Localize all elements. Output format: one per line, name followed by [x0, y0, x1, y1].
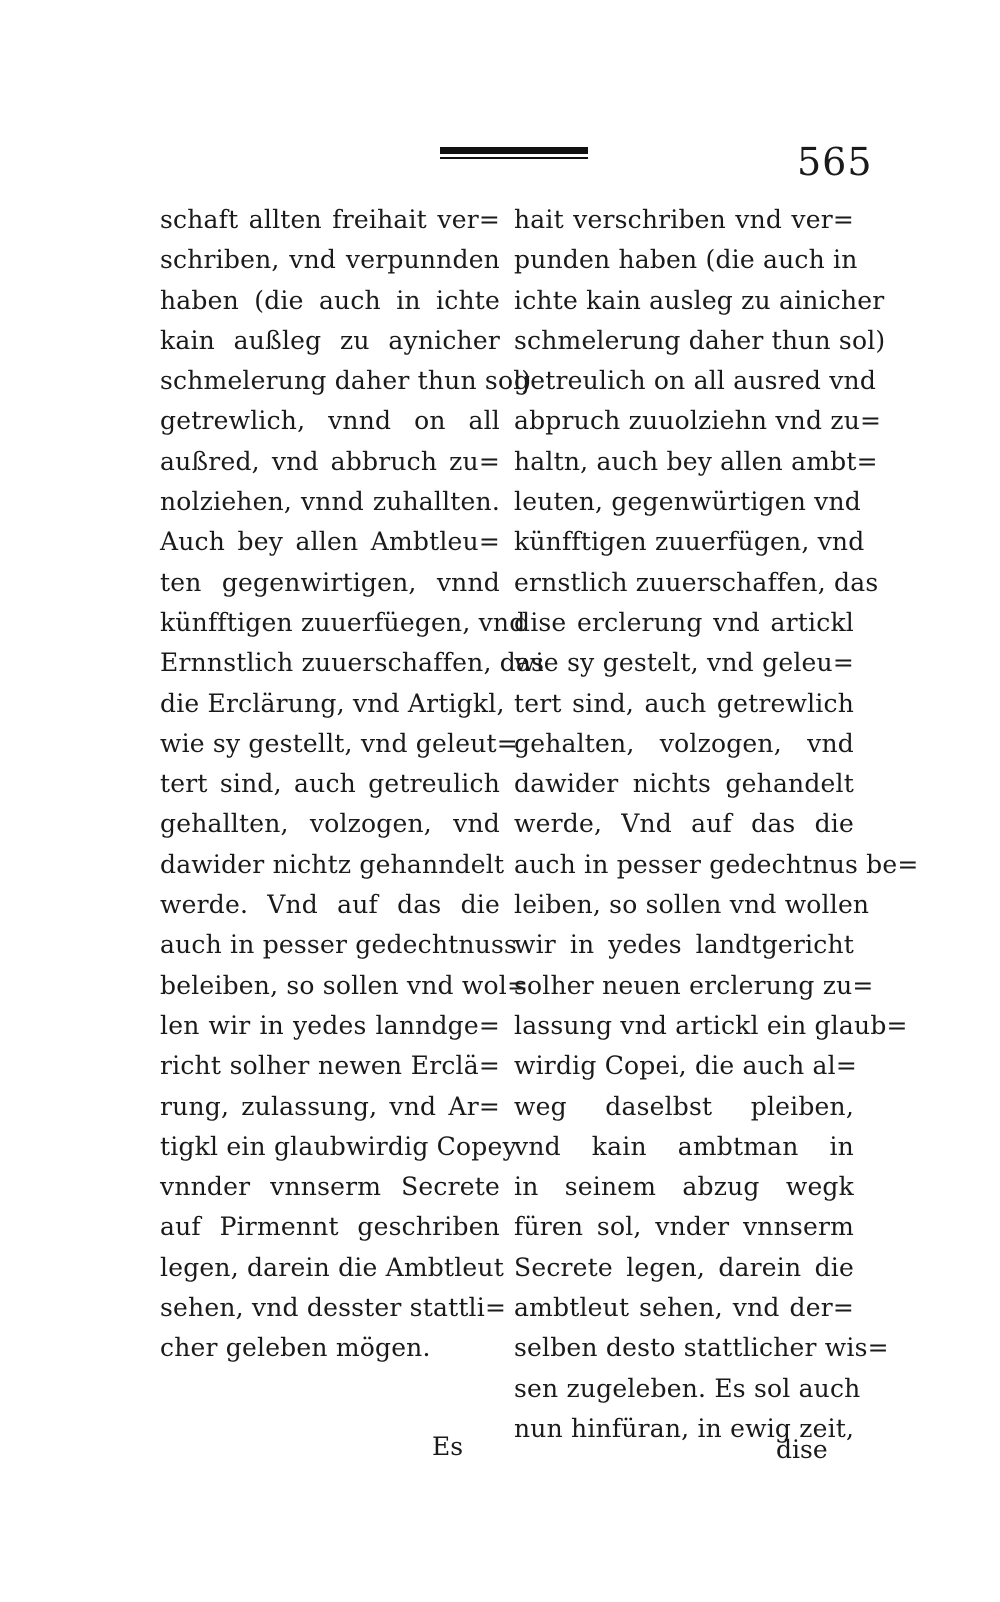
text-line: Ernnstlich zuuerschaffen, das [160, 648, 545, 678]
text-line: gehallten, volzogen, vnd [160, 809, 500, 839]
header-rule-thin [440, 157, 588, 159]
text-line: sen zugeleben. Es sol auch [514, 1373, 861, 1403]
right-column [514, 200, 919, 1449]
header-rule [440, 147, 588, 161]
text-line: nun hinfüran, in ewig zeit, [514, 1413, 855, 1443]
text-line: in seinem abzug wegk [514, 1172, 854, 1202]
text-line: sehen, vnd desster stattli= [160, 1293, 507, 1323]
text-line: weg daselbst pleiben, [514, 1091, 854, 1121]
text-line: vnnder vnnserm Secrete [160, 1172, 500, 1202]
text-line: werde, Vnd auf das die [514, 809, 854, 839]
text-line: len wir in yedes lanndge= [160, 1010, 500, 1040]
text-line: schmelerung daher thun sol) [514, 325, 886, 355]
left-column [160, 200, 545, 1369]
text-line: wie sy gestellt, vnd geleut= [160, 728, 518, 758]
text-line: tert sind, auch getrewlich [514, 688, 854, 718]
text-line: legen, darein die Ambtleut [160, 1252, 504, 1282]
text-line: punden haben (die auch in [514, 245, 858, 275]
text-line: richt solher newen Erclä= [160, 1051, 500, 1081]
text-line: lassung vnd artickl ein glaub= [514, 1010, 908, 1040]
text-line: beleiben, so sollen vnd wol= [160, 970, 529, 1000]
text-line: leiben, so sollen vnd wollen [514, 890, 870, 920]
text-line: schaft allten freihait ver= [160, 205, 500, 234]
text-line: Secrete legen, darein die [514, 1252, 854, 1282]
text-line: dawider nichts gehandelt [514, 769, 854, 799]
text-line: werde. Vnd auf das die [160, 890, 500, 920]
text-line: ichte kain ausleg zu ainicher [514, 285, 885, 315]
text-line: tigkl ein glaubwirdig Copey [160, 1131, 517, 1161]
text-line: wir in yedes landtgericht [514, 930, 854, 960]
text-line: cher geleben mögen. [160, 1333, 431, 1363]
text-line: ambtleut sehen, vnd der= [514, 1293, 854, 1323]
catchword-right: dise [776, 1435, 828, 1464]
text-line: dawider nichtz gehanndelt [160, 849, 505, 879]
page-number: 565 [797, 140, 873, 184]
text-line: auf Pirmennt geschriben [160, 1212, 500, 1242]
text-line: abpruch zuuolziehn vnd zu= [514, 406, 882, 436]
text-line: nolziehen, vnnd zuhallten. [160, 487, 500, 517]
text-line: kain außleg zu aynicher [160, 325, 500, 355]
text-line: hait verschriben vnd ver= [514, 205, 854, 234]
text-line: haben (die auch in ichte [160, 285, 500, 315]
text-line: künfftigen zuuerfüegen, vnd [160, 607, 526, 637]
text-line: leuten, gegenwürtigen vnd [514, 487, 861, 517]
text-line: ernstlich zuuerschaffen, das [514, 567, 879, 597]
header-rule-thick [440, 147, 588, 154]
text-line: rung, zulassung, vnd Ar= [160, 1091, 500, 1121]
text-line: wirdig Copei, die auch al= [514, 1051, 858, 1081]
text-line: auch in pesser gedechtnus be= [514, 849, 919, 879]
text-line: wie sy gestelt, vnd geleu= [514, 648, 854, 678]
text-line: haltn, auch bey allen ambt= [514, 446, 878, 476]
text-line: getrewlich, vnnd on all [160, 406, 500, 436]
text-line: auch in pesser gedechtnuss [160, 930, 518, 960]
text-line: künfftigen zuuerfügen, vnd [514, 527, 865, 557]
text-line: solher neuen erclerung zu= [514, 970, 874, 1000]
text-line: vnd kain ambtman in [514, 1131, 854, 1161]
text-line: außred, vnd abbruch zu= [160, 446, 500, 476]
text-line: füren sol, vnder vnnserm [514, 1212, 854, 1242]
text-line: getreulich on all ausred vnd [514, 366, 877, 396]
text-line: tert sind, auch getreulich [160, 769, 500, 799]
text-line: die Erclärung, vnd Artigkl, [160, 688, 505, 718]
catchword-left: Es [432, 1432, 464, 1461]
text-line: Auch bey allen Ambtleu= [160, 527, 500, 557]
text-line: dise erclerung vnd artickl [514, 607, 854, 637]
text-line: selben desto stattlicher wis= [514, 1333, 889, 1363]
text-line: schriben, vnd verpunnden [160, 245, 500, 275]
text-line: gehalten, volzogen, vnd [514, 728, 854, 758]
text-line: schmelerung daher thun sol) [160, 366, 532, 396]
text-line: ten gegenwirtigen, vnnd [160, 567, 500, 597]
